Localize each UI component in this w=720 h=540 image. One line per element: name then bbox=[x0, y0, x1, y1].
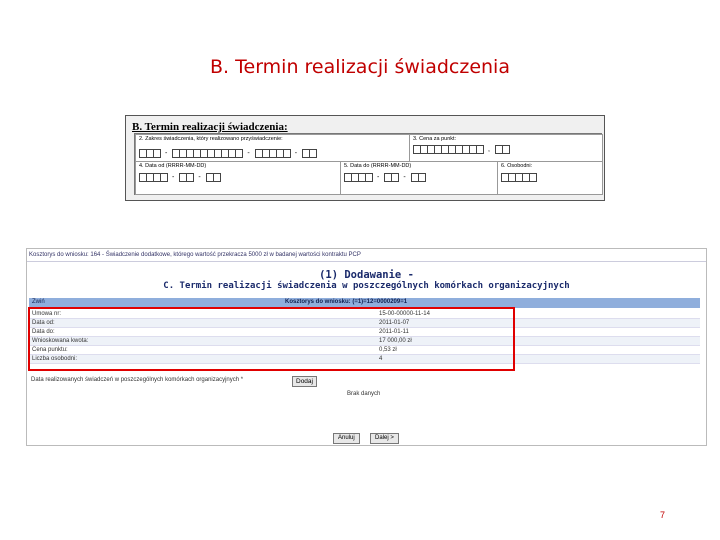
page-subtitle: C. Termin realizacji świadczenia w poszczególnych komórkach organizacyjnych bbox=[163, 281, 570, 291]
form-fields bbox=[134, 133, 602, 195]
highlight-frame bbox=[28, 307, 515, 371]
divider bbox=[27, 261, 706, 262]
page-number: 7 bbox=[660, 510, 666, 520]
empty-state-text: Brak danych bbox=[347, 391, 381, 397]
field-price-label: 3. Cena za punkt: bbox=[413, 136, 457, 142]
slide-title: B. Termin realizacji świadczenia bbox=[210, 56, 510, 78]
scope-code-boxes[interactable]: - - - bbox=[139, 149, 316, 158]
collapse-link[interactable]: Zwiń bbox=[32, 299, 45, 305]
app-screenshot bbox=[26, 248, 707, 446]
row-key: Data od: bbox=[32, 320, 55, 326]
row-value: 15-00-00000-11-14 bbox=[379, 311, 430, 317]
row-value: 2011-01-11 bbox=[379, 329, 409, 335]
person-days-boxes[interactable] bbox=[501, 173, 536, 182]
price-boxes[interactable]: , bbox=[413, 145, 509, 154]
cancel-button[interactable]: Anuluj bbox=[333, 433, 360, 444]
row-value: 4 bbox=[379, 356, 383, 362]
date-to-boxes[interactable]: - - bbox=[344, 173, 425, 182]
breadcrumb[interactable]: Kosztorys do wniosku: 164 - Świadczenie dodatkowe, którego wartość przekracza 5000 zł w badanej wartości kontraktu PCP bbox=[29, 252, 361, 258]
field-date-to-label: 5. Data do (RRRR-MM-DD) bbox=[344, 163, 412, 169]
add-button[interactable]: Dodaj bbox=[292, 376, 317, 387]
field-scope bbox=[135, 134, 410, 162]
next-button[interactable]: Dalej > bbox=[370, 433, 399, 444]
row-key: Data do: bbox=[32, 329, 55, 335]
row-key: Liczba osobodni: bbox=[32, 356, 78, 362]
row-key: Cena punktu: bbox=[32, 347, 68, 353]
row-key: Umowa nr: bbox=[32, 311, 62, 317]
list-label: Data realizowanych świadczeń w poszczególnych komórkach organizacyjnych * bbox=[31, 377, 244, 383]
row-value: 17 000,00 zł bbox=[379, 338, 412, 344]
field-person-days bbox=[497, 161, 603, 195]
form-screenshot bbox=[125, 115, 605, 201]
field-date-to bbox=[340, 161, 498, 195]
field-scope-label: 2. Zakres świadczenia, który realizowano przyświadczenie: bbox=[139, 136, 283, 142]
date-from-boxes[interactable]: - - bbox=[139, 173, 220, 182]
field-price bbox=[409, 134, 603, 162]
page-title: (1) Dodawanie - bbox=[319, 269, 414, 281]
form-heading: B. Termin realizacji świadczenia: bbox=[132, 121, 288, 133]
field-date-from-label: 4. Data od (RRRR-MM-DD) bbox=[139, 163, 207, 169]
row-value: 2011-01-07 bbox=[379, 320, 410, 326]
row-key: Wnioskowana kwota: bbox=[32, 338, 89, 344]
row-value: 0,53 zł bbox=[379, 347, 397, 353]
field-person-days-label: 6. Osobodni: bbox=[501, 163, 533, 169]
table-header-title: Kosztorys do wniosku: (=1)=12=0000209=1 bbox=[285, 299, 408, 305]
field-date-from bbox=[135, 161, 341, 195]
